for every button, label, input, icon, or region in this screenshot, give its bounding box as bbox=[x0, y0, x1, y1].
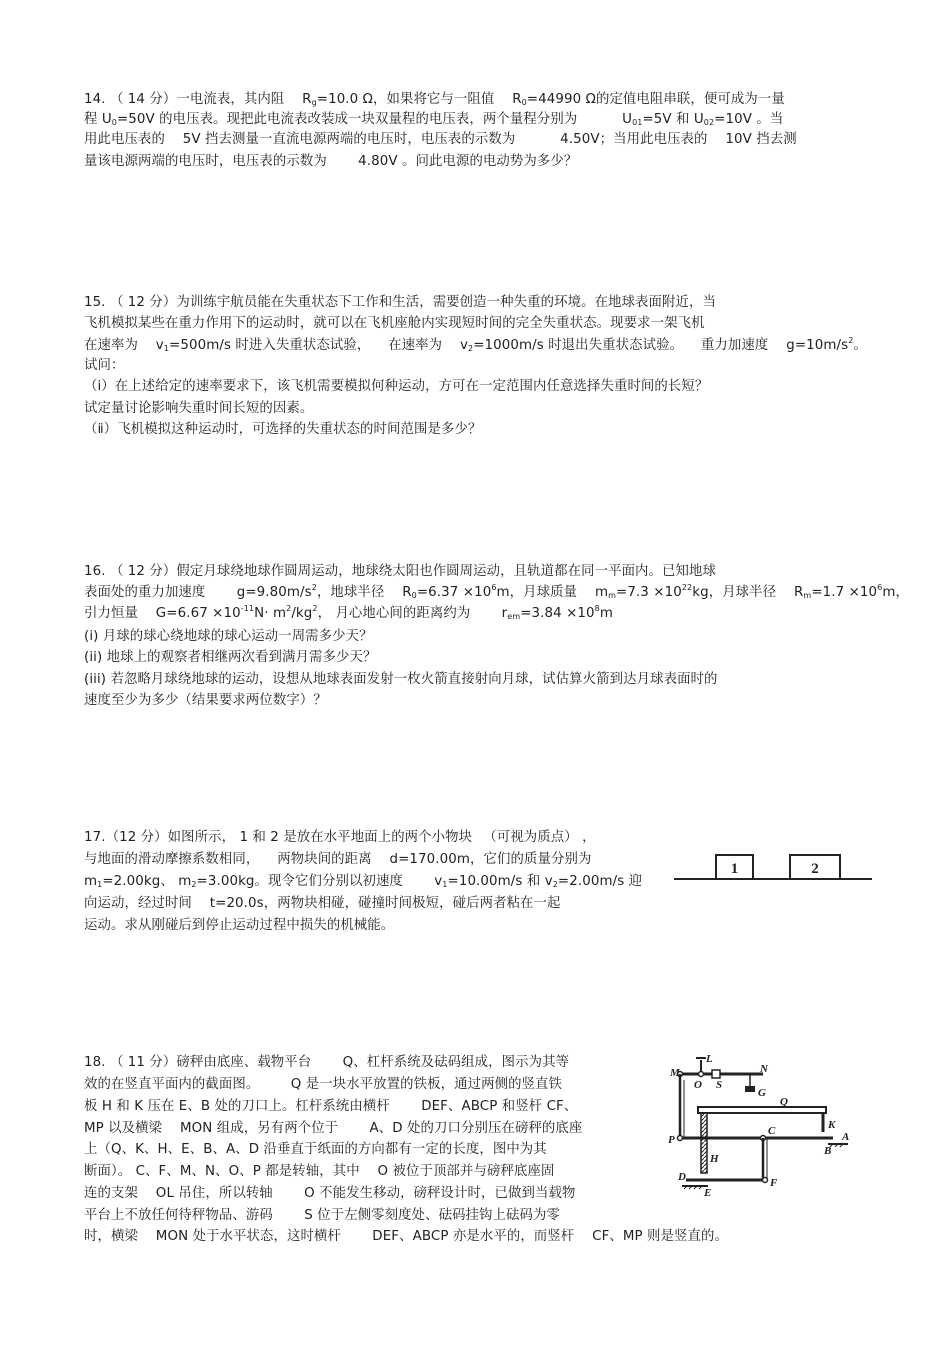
q14-line-1: 14. （ 14 分）一电流表，其内阻 $R_g=10.0$ Ω，如果将它与一阻值 $R_0=44990$ Ω的定值电阻串联，便可成为一量 bbox=[84, 92, 785, 107]
q16-line-5: (ii) 地球上的观察者相继两次看到满月需多少天？ bbox=[84, 650, 377, 665]
q15-line-7: （ⅱ）飞机模拟这种运动时，可选择的失重状态的时间范围是多少？ bbox=[84, 422, 482, 437]
label-q: Q bbox=[780, 1096, 788, 1108]
q16-line-4: (i) 月球的球心绕地球的球心运动一周需多少天？ bbox=[84, 629, 373, 644]
weight-g bbox=[745, 1086, 755, 1092]
q17-line-2: 与地面的滑动摩擦系数相同， 两物块间的距离 d=170.00m，它们的质量分别为 bbox=[84, 852, 592, 867]
label-e: E bbox=[704, 1187, 712, 1199]
q17-line-3: $m_1=2.00kg$、 $m_2=3.00kg$。现令它们分别以初速度 $v_1=10.00m/s$ 和 $v_2=2.00m/s$ 迎 bbox=[84, 874, 643, 889]
q18-line-2: 效的在竖直平面内的截面图。 Q 是一块水平放置的铁板，通过两侧的竖直铁 bbox=[84, 1077, 563, 1092]
q14-line-2: 程 $U_0=50V$ 的电压表。现把此电流表改装成一块双量程的电压表，两个量程分别为 $U_{01}=5V$ 和 $U_{02}=10V$ 。当 bbox=[84, 112, 784, 127]
q17-blocks-figure bbox=[672, 846, 874, 886]
q15-line-5: （ⅰ）在上述给定的速率要求下，该飞机需要模拟何种运动，方可在一定范围内任意选择失重时间的长短？ bbox=[84, 379, 709, 394]
label-o: O bbox=[694, 1079, 702, 1091]
pivot-p bbox=[678, 1136, 683, 1141]
q18-line-3: 板 H 和 K 压在 E、B 处的刀口上。杠杆系统由横杆 DEF、ABCP 和竖杆 CF、 bbox=[84, 1099, 578, 1114]
label-d: D bbox=[678, 1171, 686, 1183]
q18-line-4: MP 以及横梁 MON 组成，另有两个位于 A、D 处的刀口分别压在磅秤的底座 bbox=[84, 1121, 583, 1136]
label-b: B bbox=[824, 1145, 832, 1157]
label-p: P bbox=[668, 1134, 675, 1146]
label-g: G bbox=[758, 1087, 766, 1099]
q18-line-8: 平台上不放任何待秤物品、游码 S 位于左侧零刻度处、砝码挂钩上砝码为零 bbox=[84, 1208, 560, 1223]
label-h: H bbox=[710, 1153, 719, 1165]
q15-line-3: 在速率为 $v_1=500m/s$ 时进入失重状态试验， 在速率为 $v_2=1000m/s$ 时退出失重状态试验。 重力加速度 $g=10m/s^2$。 bbox=[84, 336, 867, 353]
platform-q bbox=[698, 1107, 826, 1113]
q17-line-1: 17.（12 分）如图所示， 1 和 2 是放在水平地面上的两个小物块 （可视为质点） ， bbox=[84, 830, 596, 845]
label-m: M bbox=[670, 1067, 680, 1079]
q15-line-6: 试定量讨论影响失重时间长短的因素。 bbox=[84, 401, 314, 416]
q18-line-5: 上（Q、K、H、E、B、A、D 沿垂直于纸面的方向都有一定的长度，图中为其 bbox=[84, 1142, 547, 1157]
q16-line-2: 表面处的重力加速度 $g=9.80m/s^2$，地球半径 $R_0=6.37 \times 10^6m$，月球质量 $m_m=7.3 \times 10^{22}kg$，月球半径 $R_m=1.7 \times 10^6m$， bbox=[84, 583, 910, 600]
q16-line-6: (iii) 若忽略月球绕地球的运动，设想从地球表面发射一枚火箭直接射向月球，试估算火箭到达月球表面时的 bbox=[84, 672, 718, 687]
q15-line-4: 试问： bbox=[84, 358, 125, 373]
q18-line-7: 连的支架 OL 吊住，所以转轴 O 不能发生移动，磅秤设计时，已做到当载物 bbox=[84, 1186, 576, 1201]
block-2-label: 2 bbox=[811, 861, 819, 877]
label-n: N bbox=[760, 1063, 768, 1075]
q15-line-2: 飞机模拟某些在重力作用下的运动时，就可以在飞机座舱内实现短时间的完全失重状态。现要求一架飞机 bbox=[84, 316, 705, 331]
pivot-o bbox=[699, 1072, 704, 1077]
q18-line-6: 断面）。 C、F、M、N、O、P 都是转轴，其中 O 被位于顶部并与磅秤底座固 bbox=[84, 1164, 555, 1179]
label-k: K bbox=[828, 1119, 836, 1131]
label-l: L bbox=[706, 1053, 713, 1065]
q17-line-5: 运动。求从刚碰后到停止运动过程中损失的机械能。 bbox=[84, 918, 395, 933]
q14-line-3: 用此电压表的 5V 挡去测量一直流电源两端的电压时，电压表的示数为 4.50V；当用此电压表的 10V 挡去测 bbox=[84, 132, 797, 147]
label-f: F bbox=[770, 1177, 778, 1189]
q16-line-7: 速度至少为多少（结果要求两位数字）？ bbox=[84, 693, 327, 708]
block-1-label: 1 bbox=[730, 861, 739, 877]
q17-line-4: 向运动，经过时间 t=20.0s，两物块相碰，碰撞时间极短，碰后两者粘在一起 bbox=[84, 896, 561, 911]
q14-line-4: 量该电源两端的电压时，电压表的示数为 4.80V 。问此电源的电动势为多少？ bbox=[84, 154, 578, 169]
q16-line-1: 16. （ 12 分）假定月球绕地球作圆周运动，地球绕太阳也作圆周运动，且轨道都在同一平面内。已知地球 bbox=[84, 564, 716, 579]
q18-line-9: 时，横梁 MON 处于水平状态，这时横杆 DEF、ABCP 亦是水平的，而竖杆 CF、MP 则是竖直的。 bbox=[84, 1229, 728, 1244]
q16-line-3: 引力恒量 $G=6.67 \times 10^{-11}N\cdot m^2/kg^2$， 月心地心间的距离约为 $r_{em}=3.84 \times 10^8m$ bbox=[84, 604, 614, 621]
plate-h bbox=[701, 1113, 707, 1173]
q18-line-1: 18. （ 11 分）磅秤由底座、载物平台 Q、杠杆系统及砝码组成，图示为其等 bbox=[84, 1055, 570, 1070]
label-c: C bbox=[768, 1125, 776, 1137]
pivot-f bbox=[763, 1178, 768, 1183]
rider-s bbox=[712, 1070, 720, 1078]
label-s: S bbox=[716, 1079, 723, 1091]
q15-line-1: 15. （ 12 分）为训练宇航员能在失重状态下工作和生活，需要创造一种失重的环境。在地球表面附近，当 bbox=[84, 295, 716, 310]
label-a: A bbox=[842, 1131, 850, 1143]
q18-scale-figure bbox=[668, 1050, 858, 1200]
